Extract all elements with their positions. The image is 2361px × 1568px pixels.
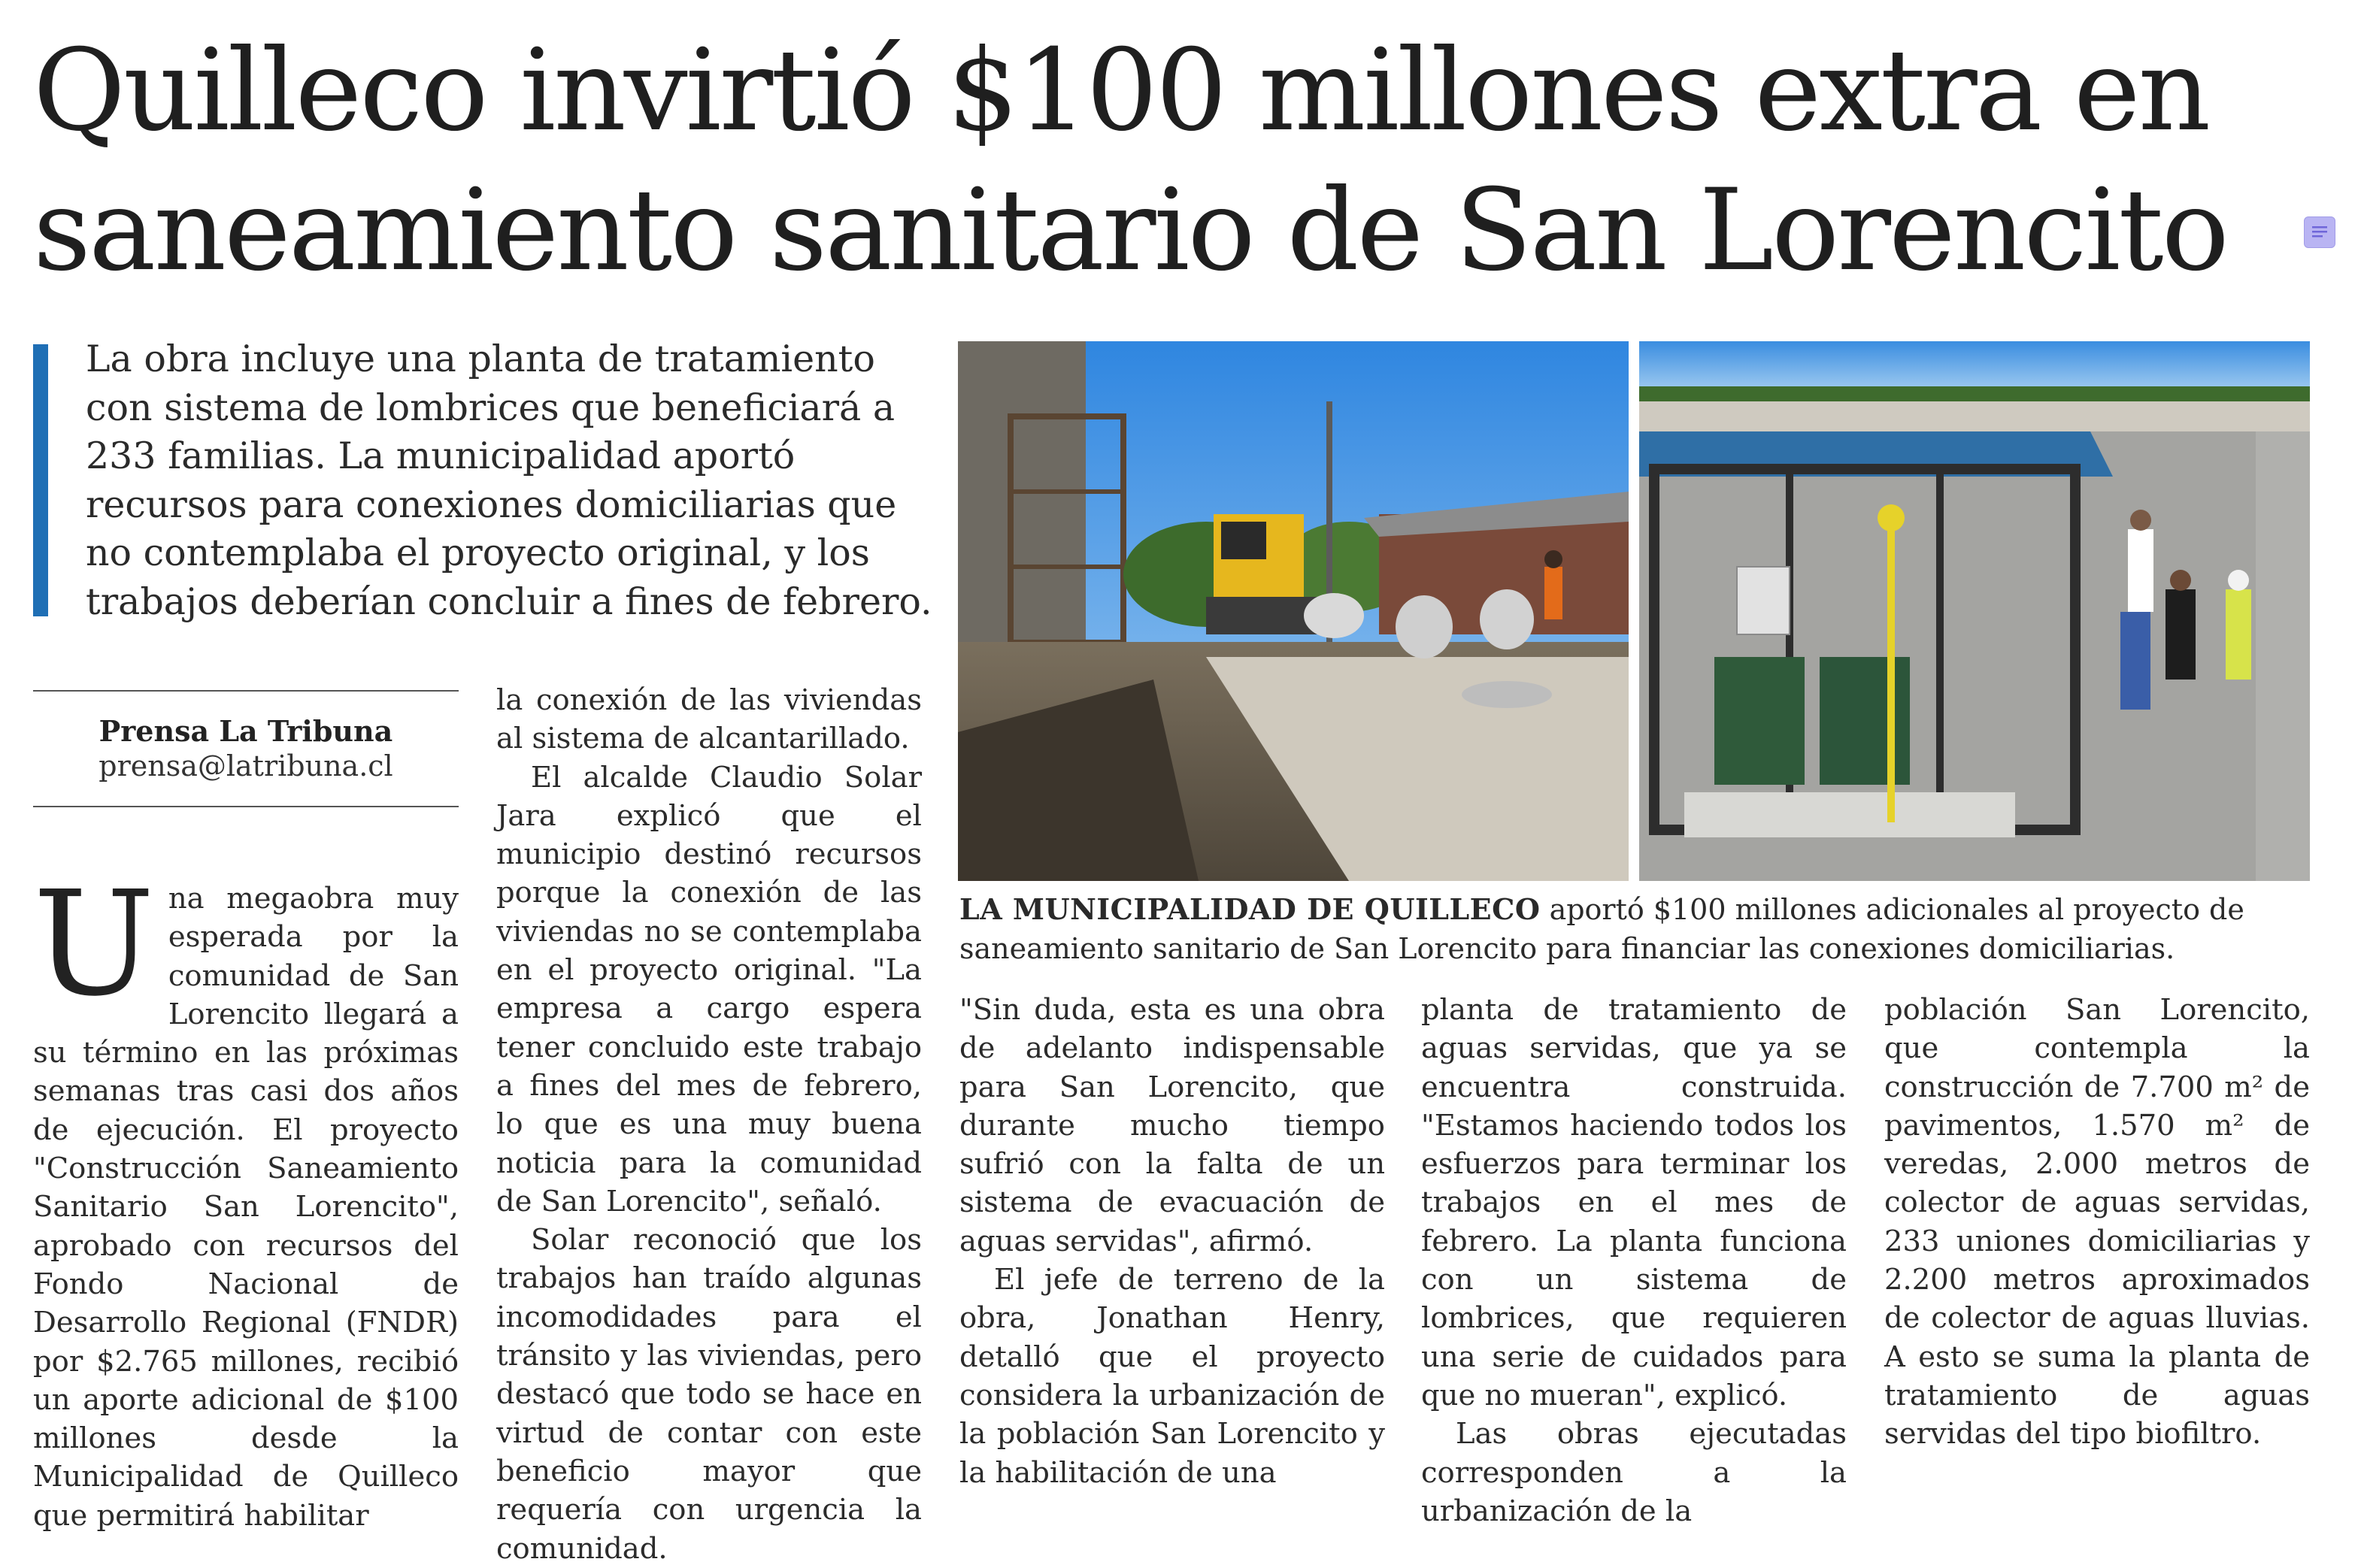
photo-treatment-plant: [1639, 341, 2310, 881]
byline: [33, 690, 459, 807]
drop-cap: U: [33, 861, 155, 1028]
headline-line-2: saneamiento sanitario de San Lorencito: [33, 165, 2227, 296]
photo-caption: [959, 890, 2313, 968]
lead-accent-bar: [33, 344, 48, 616]
caption-text: aportó $100 millones adicionales al proyecto de saneamiento sanitario de San Lorencito para financiar las conexiones domiciliarias.: [959, 893, 2244, 965]
body-paragraph: la conexión de las viviendas al sistema de alcantarillado.: [496, 683, 922, 756]
body-paragraph: na megaobra muy esperada por la comunidad de San Lorencito llegará a su término en las próximas semanas tras casi dos años de ejecución. El proyecto "Construcción Saneamiento Sanitario San Lorencito", aprobado con recursos del Fondo Nacional de Desarrollo Regional (FNDR) por $2.765 millones, recibió un aporte adicional de $100 millones desde la Municipalidad de Quilleco que permitirá habilitar: [33, 882, 459, 1533]
body-paragraph: Solar reconoció que los trabajos han traído algunas incomodidades para el tránsito y las viviendas, pero destacó que todo se hace en virtud de contar con este beneficio mayor que requería con urgencia la comunidad.: [496, 1223, 922, 1566]
lead-paragraph: La obra incluye una planta de tratamiento con sistema de lombrices que beneficiará a 233 familias. La municipalidad aportó recursos para conexiones domiciliarias que no contemplaba el proyecto original, y los trabajos deberían concluir a fines de febrero.: [86, 338, 932, 623]
body-column-1: [33, 861, 459, 1535]
photo-construction-street: [958, 341, 1629, 881]
body-paragraph: "Sin duda, esta es una obra de adelanto indispensable para San Lorencito, que durante mucho tiempo sufrió con la falta de un sistema de evacuación de aguas servidas", afirmó.: [959, 993, 1385, 1258]
body-column-5: [1884, 991, 2310, 1454]
body-paragraph: población San Lorencito, que contempla la construcción de 7.700 m² de pavimentos, 1.570 m² de veredas, 2.000 metros de colector de aguas servidas, 233 uniones domiciliarias y 2.200 metros aproximados de colector de aguas lluvias. A esto se suma la planta de tratamiento de aguas servidas del tipo biofiltro.: [1884, 993, 2310, 1451]
body-paragraph: planta de tratamiento de aguas servidas, que ya se encuentra construida. "Estamos haciendo todos los esfuerzos para terminar los trabajos en el mes de febrero. La planta funciona con un sistema de lombrices, que requieren una serie de cuidados para que no mueran", explicó.: [1421, 993, 1847, 1412]
byline-author: Prensa La Tribuna: [99, 714, 393, 748]
note-icon[interactable]: [2304, 216, 2335, 248]
body-paragraph: El alcalde Claudio Solar Jara explicó que el municipio destinó recursos porque la conexión de las viviendas no se contemplaba en el proyecto original. "La empresa a cargo espera tener concluido este trabajo a fines del mes de febrero, lo que es una muy buena noticia para la comunidad de San Lorencito", señaló.: [496, 760, 922, 1218]
body-column-3: [959, 991, 1385, 1492]
headline: [33, 21, 2319, 301]
body-column-4: [1421, 991, 1847, 1530]
body-column-2: [496, 681, 922, 1568]
body-paragraph: El jefe de terreno de la obra, Jonathan Henry, detalló que el proyecto considera la urbanización de la población San Lorencito y la habilitación de una: [959, 1263, 1385, 1490]
body-paragraph: Las obras ejecutadas corresponden a la urbanización de la: [1421, 1417, 1847, 1528]
caption-lead: LA MUNICIPALIDAD DE QUILLECO: [959, 892, 1541, 926]
byline-email: prensa@latribuna.cl: [99, 749, 393, 782]
headline-line-1: Quilleco invirtió $100 millones extra en: [33, 26, 2209, 156]
